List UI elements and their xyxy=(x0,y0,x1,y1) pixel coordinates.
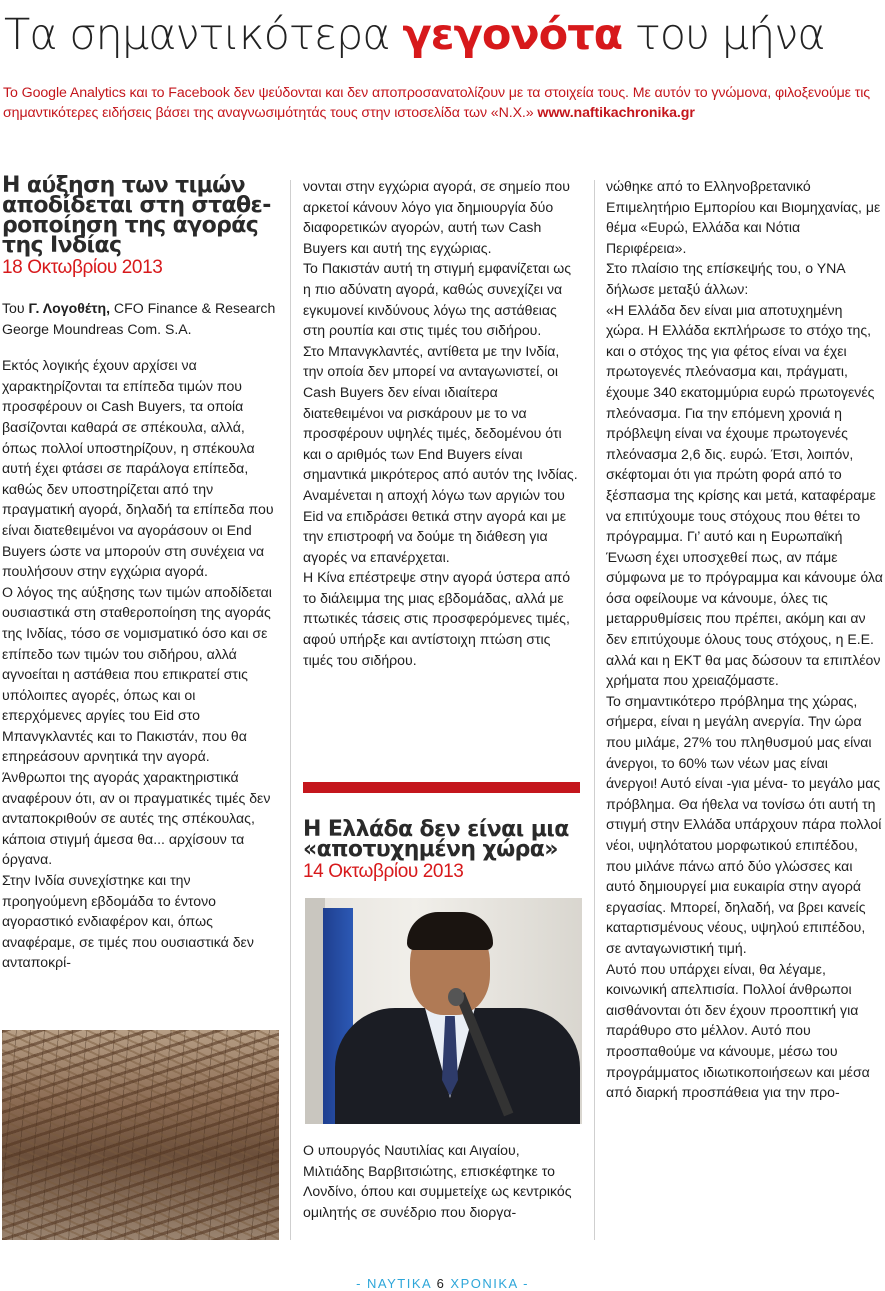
column-1 xyxy=(2,173,278,973)
article2-lead: Ο υπουργός Ναυτιλίας και Αιγαίου, Μιλτιάδης Βαρβιτσιώτης, επισκέφτηκε το Λονδίνο, όπου και συμμετείχε ως κεντρικός ομιλητής σε συνέδριο που διοργα- xyxy=(303,1142,572,1220)
footer-right: ΧΡΟΝΙΚΑ - xyxy=(445,1276,529,1291)
article1-paragraph: Εκτός λογικής έχουν αρχίσει να χαρακτηρίζονται τα επίπεδα τιμών που προσφέρουν οι Cash Buyers, τα οποία βασίζονται καθαρά σε σπέκουλα, αλλά, όπως πολλοί υποστηρίζουν, η σπέκουλα αυτή έχει φτάσει σε παράλογα επίπεδα, καθώς δεν υποστηρίζεται από την πραγματική αγορά, δηλαδή τα επίπεδα που είναι διατεθειμένοι να αγοράσουν οι End Buyers ώστε να μπορούν στη συνέχεια να πουλήσουν στην εγχώρια αγορά. xyxy=(2,357,274,580)
intro-body: Το Google Analytics και το Facebook δεν ψεύδονται και δεν αποπροσανατολίζουν με τα στοιχεία τους. Με αυτόν το γνώμονα, φιλοξενούμε τις σημαντικότερες ειδήσεις βάσει της αναγνωσιμότητάς τους στην ιστοσελίδα των «Ν.Χ.» xyxy=(3,85,871,121)
column-2 xyxy=(303,176,580,670)
hair xyxy=(407,912,493,950)
article1-date: 18 Οκτωβρίου 2013 xyxy=(2,257,163,278)
byline-role: CFO Finance & Research George Moundreas Com. S.A. xyxy=(2,300,276,337)
article1-byline xyxy=(2,298,278,339)
byline-author: Γ. Λογοθέτη, xyxy=(28,300,111,316)
page-footer xyxy=(0,1276,885,1291)
article2-paragraph: νώθηκε από το Ελληνοβρετανικό Επιμελητήριο Εμπορίου και Βιομηχανίας, με θέμα «Ευρώ, Ελλάδα και Νότια Περιφέρεια». xyxy=(606,178,881,256)
minister-photo xyxy=(305,898,582,1124)
footer-left: - ΝΑΥΤΙΚΑ xyxy=(356,1276,437,1291)
article2-heading xyxy=(303,817,583,884)
column-divider xyxy=(594,180,595,1240)
article2-paragraph: «Η Ελλάδα δεν είναι μια αποτυχημένη χώρα. Η Ελλάδα εκπλήρωσε το στόχο της, και ο στόχος της για φέτος είναι να έχει πρωτογενές πλεόνασμα και, πράγματι, έχουμε 340 εκατομμύρια ευρώ πρωτογενές πλεόνασμα. Για την επόμενη χρονιά η πρόβλεψη είναι να έχουμε πρωτογενές πλεόνασμα 2,6 δις. ευρώ. Έτσι, λοιπόν, σκέφτομαι ότι για πρώτη φορά από το ξέσπασμα της κρίσης και μετά, καταφέραμε να επιτύχουμε τους στόχους που θέτει το πρόγραμμα. Γι’ αυτό και η Ευρωπαϊκή Ένωση έχει υποσχεθεί πως, αν πάμε σύμφωνα με το πρόγραμμα και κάνουμε όλα όσα οφείλουμε να κάνουμε, όλες τις μεταρρυθμίσεις που πρέπει, ακόμη και αν δεν επιτύχουμε όλους τους στόχους, η Ε.Ε. αλλά και η ΕΚΤ θα μας δώσουν τα επιπλέον χρήματα που χρειαζόμαστε. xyxy=(606,301,883,689)
flag-pole xyxy=(305,898,325,1124)
title-accent: γεγονότα xyxy=(402,10,623,60)
microphone-icon xyxy=(448,988,464,1006)
column-divider xyxy=(290,180,291,1240)
article2-paragraph: Αυτό που υπάρχει είναι, θα λέγαμε, κοινωνική απελπισία. Πολλοί άνθρωποι αισθάνονται ότι δεν έχουν προοπτική για παράθυρο στο μέλλον. Αυτό που προσπαθούμε να κάνουμε, μέσω του προγράμματος ιδιωτικοποιήσεων και μέσα από διαρκή προσπάθεια για την προ- xyxy=(606,960,870,1101)
site-link[interactable]: www.naftikachronika.gr xyxy=(537,104,695,121)
article1-paragraph: Άνθρωποι της αγοράς χαρακτηριστικά αναφέρουν ότι, αν οι πραγματικές τιμές δεν ανταποκριθούν σε αυτές της σπέκουλας, κάποια στιγμή άμεσα θα... αρχίσουν τα όργανα. xyxy=(2,769,271,868)
page-number: 6 xyxy=(436,1276,446,1291)
scrap-metal-photo xyxy=(2,1030,279,1240)
article2-headline: Η Ελλάδα δεν είναι μια «αποτυχημένη χώρα» xyxy=(303,817,569,862)
article1-paragraph: νονται στην εγχώρια αγορά, σε σημείο που αρκετοί κάνουν λόγο για δημιουργία δύο διαφορετικών αγορών, αυτή των Cash Buyers και αυτή της εγχώριας. xyxy=(303,178,570,256)
article1-paragraph: Το Πακιστάν αυτή τη στιγμή εμφανίζεται ως η πιο αδύνατη αγορά, καθώς συνεχίζει να εγκυμονεί κινδύνους λόγω της αστάθειας στη ρουπία και στις τιμές του σιδήρου. xyxy=(303,260,572,339)
title-text: Τα σημαντικότερα xyxy=(4,10,403,60)
article2-paragraph: Στο πλαίσιο της επίσκεψής του, ο ΥΝΑ δήλωσε μεταξύ άλλων: xyxy=(606,260,845,297)
article1-paragraph: Η Κίνα επέστρεψε στην αγορά ύστερα από το διάλειμμα της μιας εβδομάδας, αλλά με πτωτικές τάσεις στις προσφερόμενες τιμές, αφού υπήρξε και αντίστοιχη πτώση στις τιμές του σιδήρου. xyxy=(303,569,571,668)
page-title xyxy=(4,8,825,62)
article1-paragraph: Στην Ινδία συνεχίστηκε και την προηγούμενη εβδομάδα το έντονο αγοραστικό ενδιαφέρον και, όπως αναφέραμε, σε τιμές που ουσιαστικά δεν ανταποκρί- xyxy=(2,872,254,971)
article2-paragraph: Το σημαντικότερο πρόβλημα της χώρας, σήμερα, είναι η μεγάλη ανεργία. Την ώρα που μιλάμε, 27% του πληθυσμού μας είναι άνεργοι, το 60% των νέων μας είναι άνεργοι! Αυτό είναι -για μένα- το μεγάλο μας πρόβλημα. Θα ήθελα να τονίσω ότι αυτή τη στιγμή στην Ελλάδα υπάρχουν πάρα πολλοί νέοι, υψηλότατου μορφωτικού επιπέδου, που μιλάνε πάνω από δύο γλώσσες και αυτό δημιουργεί μια ευκαιρία στην αγορά εργασίας. Μπορεί, δηλαδή, να βρει κανείς καταρτισμένους νέους, υψηλού επιπέδου, σε ανταγωνιστική τιμή. xyxy=(606,692,882,956)
article1-paragraph: Ο λόγος της αύξησης των τιμών αποδίδεται ουσιαστικά στη σταθεροποίηση της αγοράς της Ινδίας, τόσο σε νομισματικό όσο και σε επίπεδο των τιμών του σιδήρου, αλλά αγνοείται η αστάθεια που επικρατεί στις υπόλοιπες αγορές, όπως και οι επερχόμενες αργίες του Eid στο Μπανγκλαντές και το Πακιστάν, που θα επηρεάσουν αρνητικά την αγορά. xyxy=(2,583,272,765)
intro-text xyxy=(3,84,885,123)
article1-headline: Η αύξηση των τιμών αποδίδεται στη σταθε-ροποίηση της αγοράς της Ινδίας xyxy=(2,173,271,258)
article1-paragraph: Στο Μπανγκλαντές, αντίθετα με την Ινδία, την οποία δεν μπορεί να ανταγωνιστεί, οι Cash Buyers δεν είναι ιδιαίτερα διατεθειμένοι να ρισκάρουν με το να προσφέρουν υψηλές τιμές, δεδομένου ότι και ο αριθμός των End Buyers είναι σημαντικά μικρότερος από αυτόν της Ινδίας. Αναμένεται η αποχή λόγω των αργιών του Eid να επιδράσει θετικά στην αγορά και με την επιστροφή να δούμε τη διάθεση για αγορές να επανέρχεται. xyxy=(303,342,578,565)
article2-lead-block xyxy=(303,1140,580,1222)
column-3 xyxy=(606,176,883,1103)
section-divider-bar xyxy=(303,782,580,793)
article2-date: 14 Οκτωβρίου 2013 xyxy=(303,861,464,882)
byline-prefix: Του xyxy=(2,300,29,316)
title-text-end: του μήνα xyxy=(622,10,825,60)
